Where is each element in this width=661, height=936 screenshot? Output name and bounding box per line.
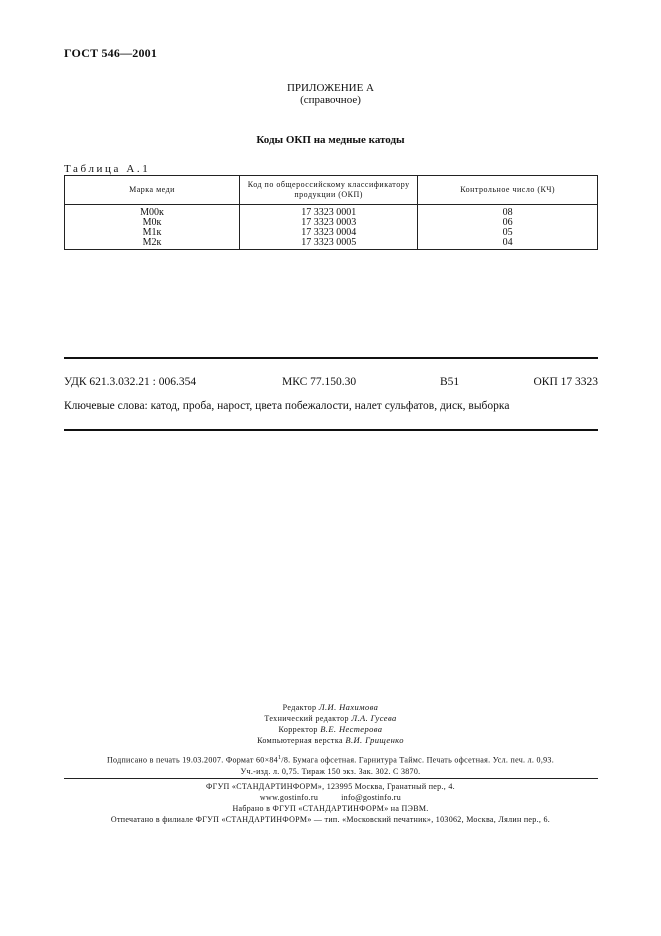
publisher-info (0, 781, 661, 825)
column-header-check-number: Контрольное число (КЧ) (418, 176, 598, 205)
cell-check-number: 04 (418, 238, 598, 250)
publisher-divider (64, 778, 598, 779)
appendix-heading (0, 82, 661, 106)
cell-okp-code: 17 3323 0003 (240, 218, 418, 228)
column-header-okp-code: Код по общероссийскому классификатору продукции (ОКП) (240, 176, 418, 205)
classification-bottom-rule (64, 429, 598, 431)
table-label: Таблица А.1 (64, 163, 151, 175)
cell-okp-code: 17 3323 0001 (240, 205, 418, 219)
staff-role: Редактор (282, 703, 317, 712)
appendix-title: ПРИЛОЖЕНИЕ А (286, 82, 374, 94)
mks-code: МКС 77.150.30 (282, 376, 357, 388)
document-id: ГОСТ 546—2001 (64, 46, 158, 60)
section-title: Коды ОКП на медные катоды (256, 134, 405, 146)
staff-line (0, 735, 661, 746)
staff-role: Корректор (278, 725, 318, 734)
classifier-code: В51 (440, 376, 460, 388)
staff-line (0, 713, 661, 724)
cell-okp-code: 17 3323 0004 (240, 228, 418, 238)
cell-grade: М0к (65, 218, 240, 228)
cell-check-number: 05 (418, 228, 598, 238)
email-link[interactable]: info@gostinfo.ru (341, 793, 402, 802)
appendix-kind: (справочное) (300, 94, 361, 106)
okp-codes-table (64, 175, 598, 250)
table-row (65, 238, 598, 250)
okp-code: ОКП 17 3323 (533, 376, 598, 388)
staff-name: В.И. Грищенко (345, 735, 404, 745)
publication-info (0, 753, 661, 777)
keywords: Ключевые слова: катод, проба, нарост, цвета побежалости, налет сульфатов, диск, выборка (64, 400, 510, 412)
editorial-staff (0, 702, 661, 746)
website-link[interactable]: www.gostinfo.ru (259, 793, 319, 802)
printed-info: Отпечатано в филиале ФГУП «СТАНДАРТИНФОРМ» — тип. «Московский печатник», 103062, Москва, Лялин пер., 6. (110, 815, 551, 824)
publication-line-print-run: Уч.-изд. л. 0,75. Тираж 150 экз. Зак. 302. С 3870. (240, 766, 421, 776)
staff-name: В.Е. Нестерова (320, 724, 383, 734)
cell-okp-code: 17 3323 0005 (240, 238, 418, 250)
staff-line (0, 702, 661, 713)
staff-role: Компьютерная верстка (257, 736, 343, 745)
staff-name: Л.А. Гусева (351, 713, 397, 723)
publisher-address: ФГУП «СТАНДАРТИНФОРМ», 123995 Москва, Гранатный пер., 4. (206, 782, 455, 791)
cell-grade: М1к (65, 228, 240, 238)
table-header-row (65, 176, 598, 205)
cell-grade: М00к (65, 205, 240, 219)
udk-code: УДК 621.3.032.21 : 006.354 (64, 376, 197, 388)
typeset-info: Набрано в ФГУП «СТАНДАРТИНФОРМ» на ПЭВМ. (232, 804, 429, 813)
staff-line (0, 724, 661, 735)
publication-line-signed: Подписано в печать 19.03.2007. Формат $60\times 84^1/8$. Бумага офсетная. Гарнитура Таймс. Печать офсетная. Усл. печ. л. 0,93. (106, 755, 555, 765)
column-header-grade: Марка меди (65, 176, 240, 205)
cell-check-number: 06 (418, 218, 598, 228)
publisher-contacts (0, 792, 661, 803)
staff-name: Л.И. Нахимова (318, 702, 379, 712)
staff-role: Технический редактор (264, 714, 349, 723)
classification-top-rule (64, 357, 598, 359)
cell-check-number: 08 (418, 205, 598, 219)
cell-grade: М2к (65, 238, 240, 250)
table-row (65, 205, 598, 219)
